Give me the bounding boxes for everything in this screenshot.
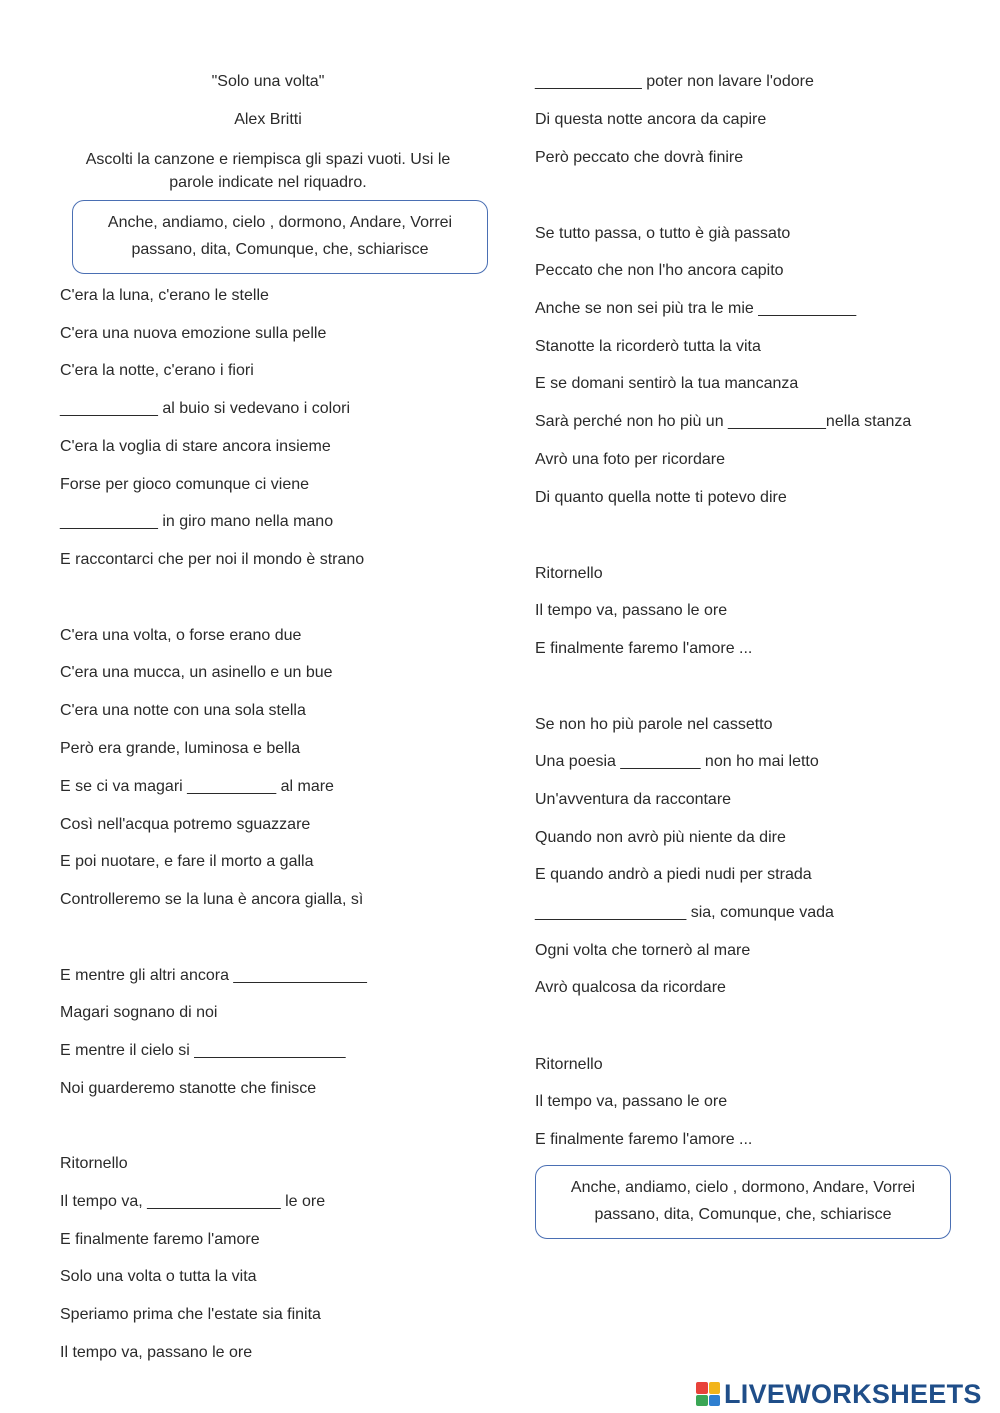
lyric-line: E se domani sentirò la tua mancanza: [535, 375, 799, 392]
instructions-line-2: parole indicate nel riquadro.: [169, 174, 367, 191]
lyric-line: Il tempo va, passano le ore: [60, 1344, 253, 1361]
liveworksheets-logo-icon: [696, 1382, 720, 1406]
lyric-line: E finalmente faremo l'amore: [60, 1231, 260, 1248]
lyric-line: Però era grande, luminosa e bella: [60, 740, 301, 757]
lyric-line: Ogni volta che tornerò al mare: [535, 942, 751, 959]
lyric-line: Magari sognano di noi: [60, 1004, 218, 1021]
song-title: "Solo una volta": [211, 73, 325, 90]
lyric-line-blank[interactable]: ___________ al buio si vedevano i colori: [60, 400, 350, 417]
word-bank-line: passano, dita, Comunque, che, schiarisce: [594, 1206, 892, 1223]
lyric-line-blank[interactable]: E se ci va magari __________ al mare: [60, 778, 334, 795]
lyric-line-blank[interactable]: Sarà perché non ho più un ___________nella stanza: [535, 413, 912, 430]
lyric-line: Stanotte la ricorderò tutta la vita: [535, 338, 761, 355]
refrain-label: Ritornello: [535, 565, 603, 582]
lyric-line-blank[interactable]: E mentre gli altri ancora _______________: [60, 967, 367, 984]
lyric-line: C'era la luna, c'erano le stelle: [60, 287, 269, 304]
word-bank-box: [72, 200, 488, 274]
lyric-line: Se non ho più parole nel cassetto: [535, 716, 773, 733]
lyric-line: C'era una notte con una sola stella: [60, 702, 306, 719]
lyric-line: C'era la notte, c'erano i fiori: [60, 362, 254, 379]
lyric-line-blank[interactable]: Una poesia _________ non ho mai letto: [535, 753, 819, 770]
lyric-line: Però peccato che dovrà finire: [535, 149, 744, 166]
lyric-line: Un'avventura da raccontare: [535, 791, 732, 808]
lyric-line: C'era una mucca, un asinello e un bue: [60, 664, 333, 681]
lyric-line: Noi guarderemo stanotte che finisce: [60, 1080, 317, 1097]
lyric-line: C'era la voglia di stare ancora insieme: [60, 438, 331, 455]
lyric-line: Il tempo va, passano le ore: [535, 1093, 728, 1110]
lyric-line: Se tutto passa, o tutto è già passato: [535, 225, 791, 242]
watermark-text: LIVEWORKSHEETS: [724, 1378, 982, 1409]
lyric-line: E finalmente faremo l'amore ...: [535, 640, 753, 657]
lyric-line: Avrò una foto per ricordare: [535, 451, 726, 468]
lyric-line: Di quanto quella notte ti potevo dire: [535, 489, 787, 506]
lyric-line-blank[interactable]: E mentre il cielo si _________________: [60, 1042, 346, 1059]
lyric-line: Di questa notte ancora da capire: [535, 111, 767, 128]
lyric-line: Peccato che non l'ho ancora capito: [535, 262, 784, 279]
word-bank-line: Anche, andiamo, cielo , dormono, Andare, Vorrei: [107, 214, 453, 231]
refrain-label: Ritornello: [60, 1155, 128, 1172]
liveworksheets-logo: [696, 1378, 982, 1410]
lyric-line: E raccontarci che per noi il mondo è strano: [60, 551, 365, 568]
song-artist: Alex Britti: [234, 111, 302, 128]
word-bank-line: passano, dita, Comunque, che, schiarisce: [131, 241, 429, 258]
lyric-line: Quando non avrò più niente da dire: [535, 829, 786, 846]
word-bank-box: [535, 1165, 951, 1239]
lyric-line: E quando andrò a piedi nudi per strada: [535, 866, 812, 883]
lyric-line: E finalmente faremo l'amore ...: [535, 1131, 753, 1148]
lyric-line: Controlleremo se la luna è ancora gialla, sì: [60, 891, 364, 908]
lyric-line-blank[interactable]: Il tempo va, _______________ le ore: [60, 1193, 326, 1210]
lyric-line: C'era una volta, o forse erano due: [60, 627, 302, 644]
lyric-line: E poi nuotare, e fare il morto a galla: [60, 853, 314, 870]
lyric-line: Forse per gioco comunque ci viene: [60, 476, 310, 493]
lyric-line-blank[interactable]: _________________ sia, comunque vada: [535, 904, 834, 921]
lyric-line: Avrò qualcosa da ricordare: [535, 979, 726, 996]
lyric-line: Così nell'acqua potremo sguazzare: [60, 816, 311, 833]
lyric-line: C'era una nuova emozione sulla pelle: [60, 325, 327, 342]
lyric-line: Solo una volta o tutta la vita: [60, 1268, 257, 1285]
instructions-line-1: Ascolti la canzone e riempisca gli spazi vuoti. Usi le: [85, 151, 451, 168]
refrain-label: Ritornello: [535, 1056, 603, 1073]
word-bank-line: Anche, andiamo, cielo , dormono, Andare, Vorrei: [570, 1179, 916, 1196]
lyric-line-blank[interactable]: ____________ poter non lavare l'odore: [535, 73, 814, 90]
lyric-line: Il tempo va, passano le ore: [535, 602, 728, 619]
lyric-line: Speriamo prima che l'estate sia finita: [60, 1306, 321, 1323]
lyric-line-blank[interactable]: ___________ in giro mano nella mano: [60, 513, 334, 530]
lyric-line-blank[interactable]: Anche se non sei più tra le mie ___________: [535, 300, 857, 317]
